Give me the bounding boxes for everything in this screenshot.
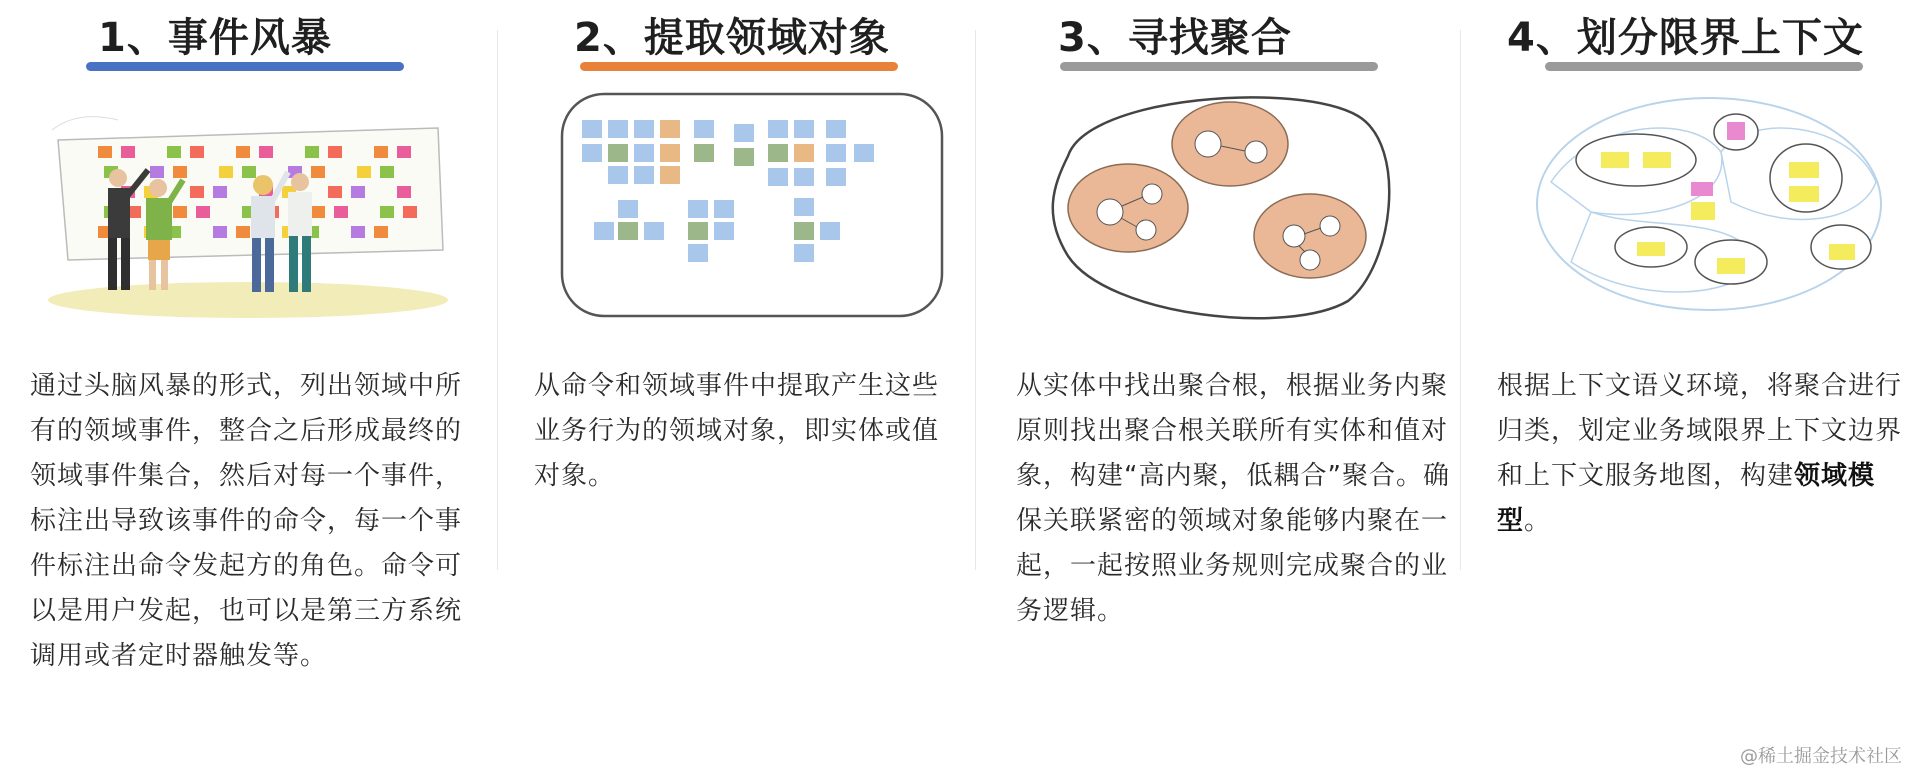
- sticky-note: [351, 186, 365, 198]
- domain-object-sticky: [768, 168, 788, 186]
- step-3-column: [980, 0, 1460, 776]
- domain-object-sticky: [768, 120, 788, 138]
- domain-object-sticky: [734, 124, 754, 142]
- sticky-note: [334, 206, 348, 218]
- step-2-title: 2、提取领域对象: [574, 15, 890, 61]
- domain-object-sticky: [582, 144, 602, 162]
- watermark: @稀土掘金技术社区: [1740, 746, 1902, 767]
- domain-objects-illustration: [558, 90, 948, 322]
- sticky-note: [213, 186, 227, 198]
- domain-object-sticky: [582, 120, 602, 138]
- domain-object-sticky: [660, 166, 680, 184]
- sticky-note: [328, 146, 342, 158]
- step-4-description-bold: 领域模型: [1497, 461, 1876, 536]
- sticky-note: [190, 146, 204, 158]
- step-1-title: 1、事件风暴: [98, 15, 332, 61]
- step-4-title: 4、划分限界上下文: [1507, 15, 1864, 61]
- domain-object-sticky: [768, 144, 788, 162]
- step-4-underline: [1545, 62, 1863, 71]
- domain-object-sticky: [826, 168, 846, 186]
- domain-object-sticky: [634, 120, 654, 138]
- sticky-note: [397, 186, 411, 198]
- step-3-title: 3、寻找聚合: [1058, 15, 1292, 61]
- event-storming-illustration: [38, 100, 458, 320]
- domain-object-sticky: [688, 200, 708, 218]
- domain-object-sticky: [714, 222, 734, 240]
- sticky-note: [236, 146, 250, 158]
- sticky-note: [219, 166, 233, 178]
- sticky-note: [121, 146, 135, 158]
- domain-object-sticky: [608, 120, 628, 138]
- step-2-description: 从命令和领域事件中提取产生这些业务行为的领域对象，即实体或值对象。: [534, 371, 940, 491]
- sticky-note: [374, 226, 388, 238]
- sticky-note: [357, 166, 371, 178]
- sticky-note: [213, 226, 227, 238]
- step-4-column: [1465, 0, 1920, 776]
- sticky-note: [196, 206, 210, 218]
- domain-object-sticky: [826, 144, 846, 162]
- sticky-note: [236, 226, 250, 238]
- sticky-note: [311, 206, 325, 218]
- step-2-underline: [580, 62, 898, 71]
- domain-object-sticky: [660, 120, 680, 138]
- step-1-column: [0, 0, 490, 776]
- sticky-note: [259, 146, 273, 158]
- step-4-description: [1497, 364, 1917, 544]
- domain-object-sticky: [794, 244, 814, 262]
- aggregates-illustration: [1048, 86, 1394, 324]
- domain-object-sticky: [734, 148, 754, 166]
- domain-object-sticky: [794, 120, 814, 138]
- domain-object-sticky: [794, 168, 814, 186]
- domain-object-sticky: [820, 222, 840, 240]
- domain-object-sticky: [694, 120, 714, 138]
- domain-object-sticky: [608, 144, 628, 162]
- sticky-note: [242, 166, 256, 178]
- sticky-note: [173, 166, 187, 178]
- domain-object-sticky: [618, 200, 638, 218]
- sticky-note: [311, 166, 325, 178]
- step-3-underline: [1060, 62, 1378, 71]
- domain-object-sticky: [688, 244, 708, 262]
- column-divider-1: [497, 30, 498, 570]
- sticky-note: [397, 146, 411, 158]
- domain-object-sticky: [826, 120, 846, 138]
- step-3-description: 从实体中找出聚合根，根据业务内聚原则找出聚合根关联所有实体和值对象，构建“高内聚，低耦合”聚合。确保关联紧密的领域对象能够内聚在一起，一起按照业务规则完成聚合的业务逻辑。: [1016, 371, 1450, 626]
- sticky-note: [380, 206, 394, 218]
- step-1-underline: [86, 62, 404, 71]
- sticky-note: [150, 166, 164, 178]
- sticky-note: [305, 146, 319, 158]
- bounded-context-illustration: [1531, 92, 1887, 318]
- domain-object-sticky: [660, 144, 680, 162]
- sticky-note: [403, 206, 417, 218]
- step-1-description: 通过头脑风暴的形式，列出领域中所有的领域事件，整合之后形成最终的领域事件集合，然后对每一个事件，标注出导致该事件的命令，每一个事件标注出命令发起方的角色。命令可以是用户发起，也可以是第三方系统调用或者定时器触发等。: [30, 371, 463, 671]
- sticky-note: [167, 146, 181, 158]
- domain-object-sticky: [854, 144, 874, 162]
- sticky-note: [173, 206, 187, 218]
- domain-object-sticky: [608, 166, 628, 184]
- domain-object-sticky: [714, 200, 734, 218]
- step-4-description-end: 。: [1524, 506, 1552, 536]
- column-divider-2: [975, 30, 976, 570]
- domain-object-sticky: [634, 144, 654, 162]
- sticky-note: [374, 146, 388, 158]
- domain-object-sticky: [688, 222, 708, 240]
- domain-object-sticky: [794, 144, 814, 162]
- domain-object-sticky: [794, 222, 814, 240]
- sticky-note: [190, 186, 204, 198]
- domain-object-sticky: [634, 166, 654, 184]
- step-2-column: [500, 0, 980, 776]
- sticky-note: [98, 146, 112, 158]
- domain-object-sticky: [594, 222, 614, 240]
- domain-object-sticky: [618, 222, 638, 240]
- column-divider-3: [1460, 30, 1461, 570]
- domain-object-sticky: [644, 222, 664, 240]
- domain-object-sticky: [794, 198, 814, 216]
- domain-object-sticky: [694, 144, 714, 162]
- sticky-note: [328, 186, 342, 198]
- step-4-description-text: 根据上下文语义环境，将聚合进行归类，划定业务域限界上下文边界和上下文服务地图，构建: [1497, 371, 1903, 491]
- sticky-note: [351, 226, 365, 238]
- sticky-note: [380, 166, 394, 178]
